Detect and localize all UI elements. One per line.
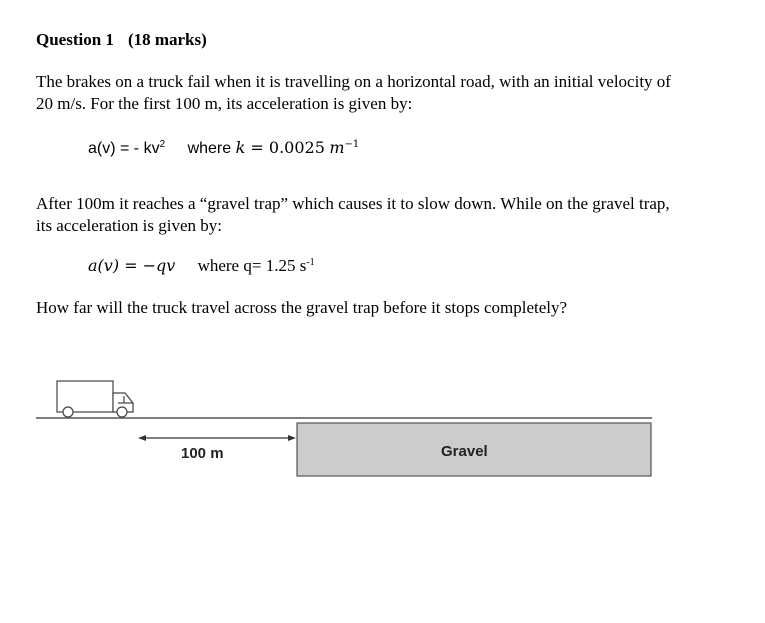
- eq1-power: 2: [159, 139, 166, 150]
- eq1-var: k: [235, 138, 246, 157]
- gravel-label: Gravel: [441, 443, 488, 460]
- eq1-where: where: [187, 140, 232, 157]
- truck-icon: [57, 381, 133, 417]
- eq1-value: 0.0025: [268, 138, 325, 157]
- distance-arrow: [138, 435, 296, 441]
- eq1-lhs: a(v) = - kv: [88, 140, 160, 157]
- intro-line-1: The brakes on a truck fail when it is travelling on a horizontal road, with an initial velocity of: [36, 72, 671, 91]
- eq1-equals: =: [245, 138, 269, 157]
- eq2-expr: a(v) = −qv: [88, 256, 176, 275]
- eq2-unit-exp: -1: [306, 257, 315, 268]
- eq1-unit: m: [329, 138, 345, 157]
- question-text: How far will the truck travel across the gravel trap before it stops completely?: [36, 298, 568, 317]
- gravel-line-1: After 100m it reaches a “gravel trap” which causes it to slow down. While on the gravel trap,: [36, 194, 670, 213]
- eq1-unit-exp: −1: [344, 139, 360, 150]
- question-marks: (18 marks): [127, 30, 207, 49]
- question-number: Question 1: [36, 30, 114, 49]
- intro-line-2: 20 m/s. For the first 100 m, its acceleration is given by:: [36, 94, 413, 113]
- eq2-where: where q= 1.25 s: [197, 256, 307, 275]
- distance-label: 100 m: [181, 445, 224, 462]
- gravel-line-2: its acceleration is given by:: [36, 216, 222, 235]
